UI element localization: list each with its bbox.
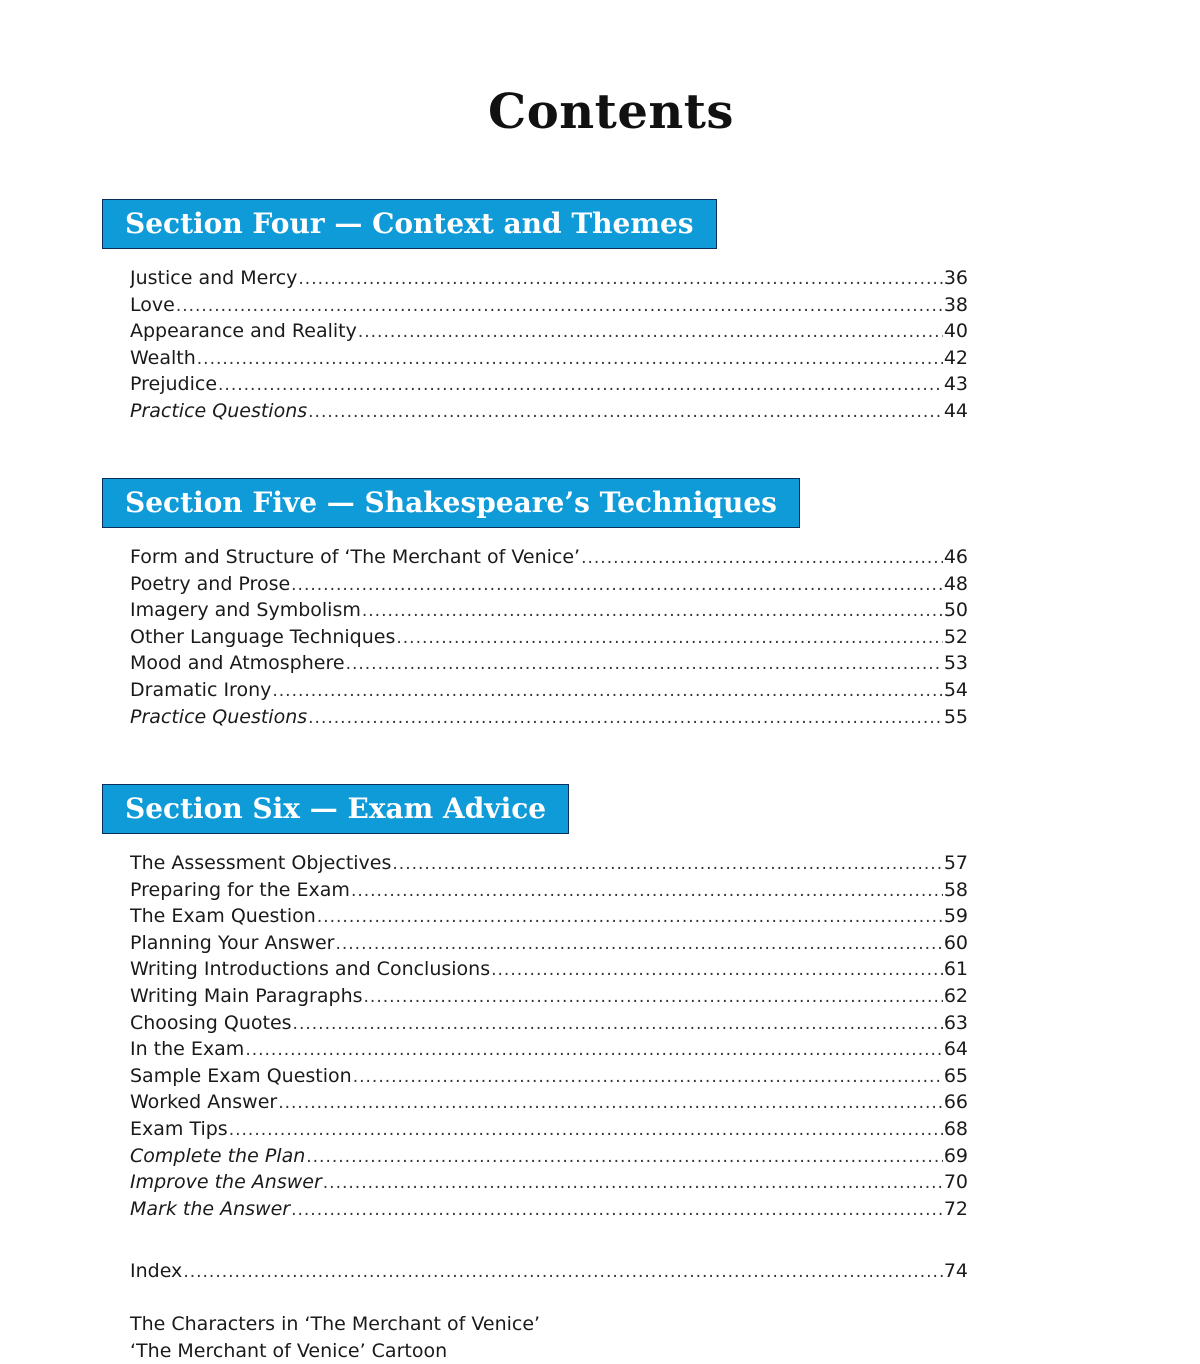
toc-entry-title: Imagery and Symbolism: [130, 599, 361, 622]
toc-entry[interactable]: [130, 1063, 968, 1090]
toc-entry-page: 38: [943, 293, 968, 316]
toc-entry[interactable]: [130, 1143, 968, 1170]
toc-entry-title: Complete the Plan: [130, 1144, 306, 1167]
toc-entry-page: 50: [943, 599, 968, 622]
toc-entry-title: Practice Questions: [130, 399, 308, 422]
toc-entry-title: Prejudice: [130, 373, 218, 396]
toc-entry-title: Mood and Atmosphere: [130, 652, 345, 675]
toc-entry-title: Writing Introductions and Conclusions: [130, 958, 491, 981]
toc-entry-page: 55: [943, 705, 968, 728]
section-five-heading: Section Five — Shakespeare’s Techniques: [102, 478, 800, 528]
toc-entry-title: Mark the Answer: [130, 1197, 291, 1220]
toc-entry-title: Form and Structure of ‘The Merchant of Venice’: [130, 546, 581, 568]
toc-entry-page: 57: [943, 852, 968, 874]
toc-entry-page: 52: [943, 625, 968, 648]
dot-leader: [358, 319, 943, 345]
toc-entry[interactable]: [130, 1036, 968, 1063]
toc-entry-title: Wealth: [130, 346, 196, 369]
dot-leader: [308, 399, 943, 425]
toc-entry-title: Practice Questions: [130, 705, 308, 728]
dot-leader: [278, 1090, 943, 1116]
dot-leader: [392, 851, 942, 877]
toc-entry[interactable]: [130, 571, 968, 598]
dot-leader: [581, 545, 943, 571]
dot-leader: [298, 266, 942, 292]
toc-entry-page: 61: [943, 958, 968, 981]
dot-leader: [353, 1064, 943, 1090]
dot-leader: [183, 1259, 943, 1285]
extra-item-cartoon[interactable]: ‘The Merchant of Venice’ Cartoon: [130, 1339, 448, 1362]
toc-entry-title: Other Language Techniques: [130, 625, 396, 648]
toc-entry-page: 63: [943, 1011, 968, 1034]
toc-entry-page: 36: [943, 267, 968, 289]
toc-entry[interactable]: [130, 704, 968, 731]
toc-entry-title: Love: [130, 293, 175, 316]
section-five-entries: [130, 544, 968, 730]
index-title: Index: [130, 1260, 183, 1282]
toc-entry-title: The Exam Question: [130, 905, 316, 928]
toc-entry-title: Improve the Answer: [130, 1171, 322, 1194]
dot-leader: [229, 1117, 943, 1143]
toc-entry-title: In the Exam: [130, 1038, 245, 1061]
section-four-entries: [130, 265, 968, 425]
toc-entry[interactable]: [130, 850, 968, 877]
toc-entry-page: 43: [943, 373, 968, 396]
dot-leader: [197, 346, 943, 372]
dot-leader: [218, 372, 943, 398]
dot-leader: [291, 1197, 943, 1223]
toc-entry-page: 62: [943, 984, 968, 1007]
toc-entry-title: Sample Exam Question: [130, 1064, 352, 1087]
dot-leader: [346, 651, 943, 677]
toc-entry-title: Exam Tips: [130, 1117, 228, 1140]
dot-leader: [317, 904, 943, 930]
dot-leader: [245, 1037, 943, 1063]
toc-entry[interactable]: [130, 956, 968, 983]
toc-entry-title: Justice and Mercy: [130, 267, 298, 289]
dot-leader: [323, 1170, 943, 1196]
toc-entry[interactable]: [130, 930, 968, 957]
dot-leader: [335, 931, 942, 957]
toc-entry-title: Dramatic Irony: [130, 678, 272, 701]
index-entry[interactable]: [130, 1258, 968, 1285]
page-title: Contents: [488, 84, 734, 140]
toc-entry[interactable]: [130, 624, 968, 651]
toc-entry[interactable]: [130, 983, 968, 1010]
index-entry-list: [130, 1258, 968, 1285]
toc-entry-page: 72: [943, 1197, 968, 1220]
toc-entry[interactable]: [130, 292, 968, 319]
toc-entry-title: Preparing for the Exam: [130, 878, 350, 901]
toc-entry-page: 66: [943, 1091, 968, 1114]
dot-leader: [308, 705, 943, 731]
index-page: 74: [943, 1260, 968, 1282]
dot-leader: [396, 625, 942, 651]
toc-entry[interactable]: [130, 544, 968, 571]
extra-item-characters[interactable]: The Characters in ‘The Merchant of Venice’: [130, 1313, 541, 1335]
section-six-heading: Section Six — Exam Advice: [102, 784, 569, 834]
toc-entry[interactable]: [130, 1010, 968, 1037]
toc-entry-page: 60: [943, 931, 968, 954]
toc-entry-title: Writing Main Paragraphs: [130, 984, 363, 1007]
toc-entry[interactable]: [130, 398, 968, 425]
dot-leader: [362, 598, 943, 624]
extras-list: [130, 1311, 540, 1364]
toc-entry-page: 70: [943, 1171, 968, 1194]
toc-entry-page: 64: [943, 1038, 968, 1061]
toc-entry-page: 42: [943, 346, 968, 369]
toc-entry-title: Planning Your Answer: [130, 931, 335, 954]
toc-entry-page: 54: [943, 678, 968, 701]
section-four-heading: Section Four — Context and Themes: [102, 199, 717, 249]
toc-entry-page: 40: [943, 320, 968, 343]
toc-entry[interactable]: [130, 650, 968, 677]
toc-entry[interactable]: [130, 903, 968, 930]
dot-leader: [491, 957, 943, 983]
dot-leader: [291, 572, 943, 598]
dot-leader: [293, 1011, 943, 1037]
toc-entry[interactable]: [130, 677, 968, 704]
toc-entry[interactable]: [130, 371, 968, 398]
toc-entry-title: The Assessment Objectives: [130, 852, 392, 874]
toc-entry[interactable]: [130, 1089, 968, 1116]
toc-entry-page: 48: [943, 572, 968, 595]
toc-entry[interactable]: [130, 318, 968, 345]
toc-entry-page: 58: [943, 878, 968, 901]
dot-leader: [364, 984, 943, 1010]
toc-entry-page: 46: [943, 546, 968, 568]
toc-entry[interactable]: [130, 597, 968, 624]
dot-leader: [176, 293, 943, 319]
section-six-entries: [130, 850, 968, 1222]
toc-entry-page: 69: [943, 1144, 968, 1167]
toc-entry-title: Poetry and Prose: [130, 572, 291, 595]
toc-entry-page: 53: [943, 652, 968, 675]
toc-entry[interactable]: [130, 1116, 968, 1143]
toc-entry-page: 44: [943, 399, 968, 422]
dot-leader: [351, 878, 943, 904]
toc-entry-page: 59: [943, 905, 968, 928]
toc-entry[interactable]: [130, 345, 968, 372]
toc-entry[interactable]: [130, 1169, 968, 1196]
toc-entry-page: 68: [943, 1117, 968, 1140]
toc-entry[interactable]: [130, 1196, 968, 1223]
toc-entry-title: Worked Answer: [130, 1091, 278, 1114]
toc-entry-page: 65: [943, 1064, 968, 1087]
toc-entry-title: Choosing Quotes: [130, 1011, 292, 1034]
toc-entry-title: Appearance and Reality: [130, 320, 357, 343]
toc-entry[interactable]: [130, 265, 968, 292]
dot-leader: [306, 1144, 943, 1170]
dot-leader: [272, 678, 942, 704]
toc-entry[interactable]: [130, 877, 968, 904]
